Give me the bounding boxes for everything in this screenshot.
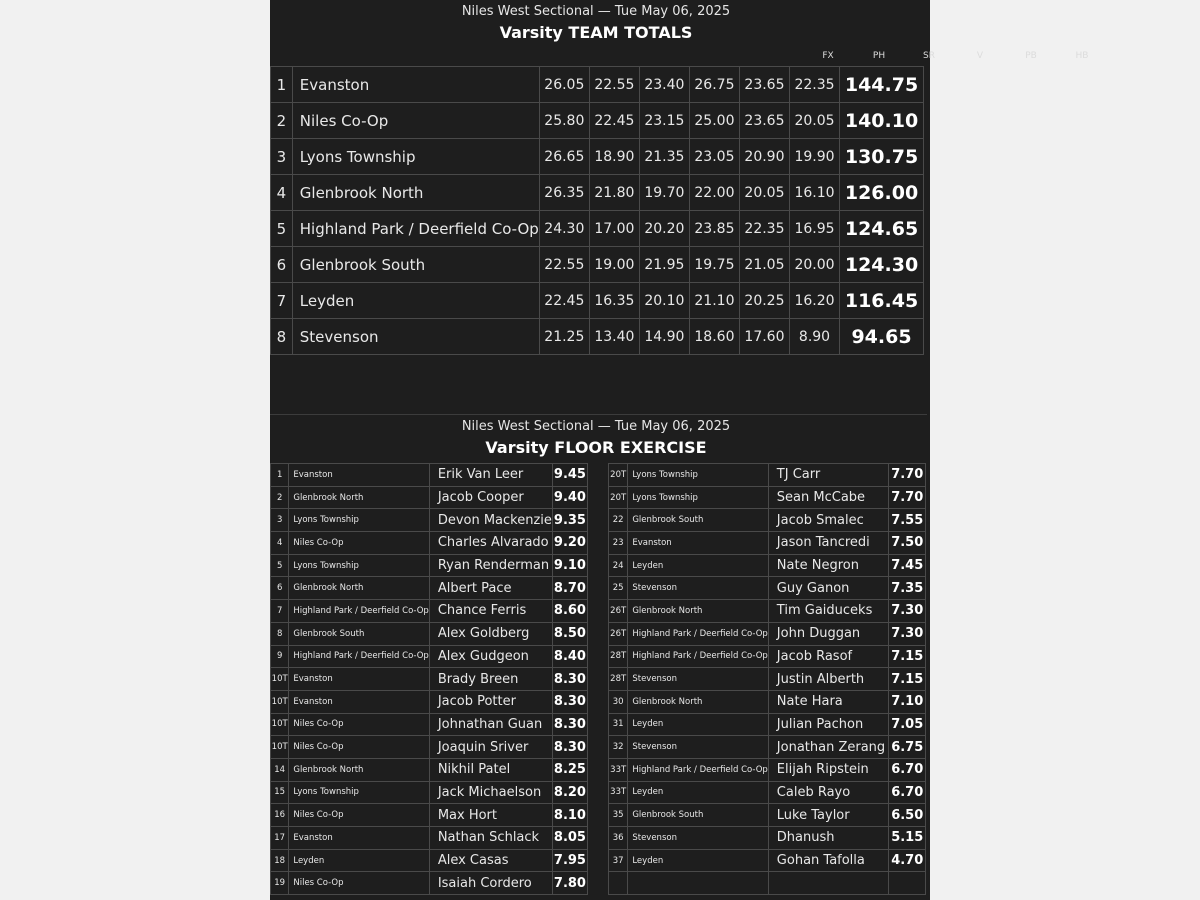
gymnast-row [271,486,588,509]
team-totals-table [270,66,924,355]
gymnast-score: 7.30 [889,622,926,645]
gymnast-score: 6.50 [889,804,926,827]
gymnast-name: Jacob Cooper [429,486,552,509]
gymnast-school: Lyons Township [289,781,429,804]
gymnast-rank: 25 [609,577,628,600]
gymnast-rank: 22 [609,509,628,532]
gymnast-score: 6.70 [889,781,926,804]
event-score: 21.80 [589,175,639,211]
event-score: 22.35 [739,211,789,247]
gymnast-school: Glenbrook South [628,804,768,827]
gymnast-row [609,645,926,668]
gymnast-name: Erik Van Leer [429,464,552,487]
gymnast-name: TJ Carr [768,464,889,487]
gymnast-score: 8.20 [552,781,587,804]
gymnast-score: 8.10 [552,804,587,827]
gymnast-rank: 23 [609,532,628,555]
gymnast-row [271,622,588,645]
gymnast-score: 8.60 [552,600,587,623]
gymnast-score: 8.50 [552,622,587,645]
gymnast-school: Highland Park / Deerfield Co-Op [628,645,768,668]
gymnast-name: Guy Ganon [768,577,889,600]
gymnast-row [609,622,926,645]
gymnast-rank: 19 [271,872,289,895]
gymnast-score: 7.95 [552,849,587,872]
gymnast-score: 5.15 [889,827,926,850]
gymnast-school: Stevenson [628,827,768,850]
event-score: 17.60 [739,319,789,355]
gymnast-name: Alex Goldberg [429,622,552,645]
team-name: Lyons Township [292,139,539,175]
event-score: 21.05 [739,247,789,283]
team-row [271,175,924,211]
gymnast-score: 7.50 [889,532,926,555]
gymnast-name: Jacob Smalec [768,509,889,532]
event-score: 23.65 [739,103,789,139]
gymnast-score: 7.55 [889,509,926,532]
gymnast-score: 7.80 [552,872,587,895]
event-score: 17.00 [589,211,639,247]
gymnast-name: Nate Hara [768,690,889,713]
gymnast-score: 8.40 [552,645,587,668]
team-name: Niles Co-Op [292,103,539,139]
gymnast-school: Lyons Township [628,486,768,509]
gymnast-row [271,532,588,555]
gymnast-rank: 32 [609,736,628,759]
gymnast-rank: 37 [609,849,628,872]
event-score: 19.75 [689,247,739,283]
event-header-hb: HB [1075,51,1089,61]
event-score: 18.60 [689,319,739,355]
event-score: 23.85 [689,211,739,247]
gymnast-score: 7.10 [889,690,926,713]
gymnast-row [609,758,926,781]
gymnast-school: Highland Park / Deerfield Co-Op [628,622,768,645]
gymnast-school: Niles Co-Op [289,736,429,759]
team-totals-subtitle: Niles West Sectional — Tue May 06, 2025 [461,4,731,19]
gymnast-score: 8.70 [552,577,587,600]
gymnast-name: Jason Tancredi [768,532,889,555]
gymnast-school: Glenbrook South [628,509,768,532]
event-score: 23.05 [689,139,739,175]
event-score: 22.00 [689,175,739,211]
gymnast-school: Niles Co-Op [289,532,429,555]
gymnast-rank: 10T [271,736,289,759]
gymnast-name: Chance Ferris [429,600,552,623]
event-score: 23.40 [639,67,689,103]
gymnast-school: Glenbrook North [289,758,429,781]
gymnast-rank: 10T [271,713,289,736]
gymnast-school: Highland Park / Deerfield Co-Op [289,645,429,668]
gymnast-name: Joaquin Sriver [429,736,552,759]
team-rank: 1 [271,67,293,103]
gymnast-rank: 5 [271,554,289,577]
gymnast-row [271,690,588,713]
event-score: 20.05 [739,175,789,211]
gymnast-row [271,668,588,691]
gymnast-rank: 35 [609,804,628,827]
gymnast-score: 9.10 [552,554,587,577]
gymnast-name: Nate Negron [768,554,889,577]
team-total: 116.45 [840,283,924,319]
gymnast-row [609,600,926,623]
gymnast-rank: 20T [609,486,628,509]
event-score: 16.10 [789,175,839,211]
gymnast-name: Alex Gudgeon [429,645,552,668]
gymnast-score: 7.05 [889,713,926,736]
gymnast-score: 7.15 [889,668,926,691]
gymnast-row [271,645,588,668]
gymnast-score: 8.25 [552,758,587,781]
gymnast-row [609,690,926,713]
event-score: 20.90 [739,139,789,175]
event-score: 26.35 [539,175,589,211]
team-row [271,103,924,139]
gymnast-name: Albert Pace [429,577,552,600]
event-header-sr: SR [923,51,935,61]
gymnast-school: Glenbrook North [628,600,768,623]
gymnast-score: 4.70 [889,849,926,872]
gymnast-rank [609,872,628,895]
gymnast-score: 6.75 [889,736,926,759]
gymnast-rank: 2 [271,486,289,509]
team-total: 94.65 [840,319,924,355]
gymnast-rank: 26T [609,622,628,645]
gymnast-score: 9.45 [552,464,587,487]
results-panel [270,0,1089,900]
gymnast-school: Evanston [628,532,768,555]
event-score: 8.90 [789,319,839,355]
event-score: 19.70 [639,175,689,211]
gymnast-name: Nikhil Patel [429,758,552,781]
gymnast-school: Glenbrook North [628,690,768,713]
team-rank: 8 [271,319,293,355]
team-rank: 6 [271,247,293,283]
gymnast-rank: 4 [271,532,289,555]
team-row [271,211,924,247]
event-header-pb: PB [1025,51,1037,61]
event-score: 22.55 [589,67,639,103]
gymnast-school: Evanston [289,690,429,713]
team-rank: 2 [271,103,293,139]
floor-title: Varsity FLOOR EXERCISE [485,438,707,457]
gymnast-score: 7.70 [889,464,926,487]
floor-results-right [608,463,926,895]
gymnast-school: Niles Co-Op [289,804,429,827]
gymnast-rank: 18 [271,849,289,872]
gymnast-rank: 1 [271,464,289,487]
gymnast-score: 7.30 [889,600,926,623]
team-row [271,319,924,355]
gymnast-row [609,554,926,577]
gymnast-name: Johnathan Guan [429,713,552,736]
gymnast-name: Sean McCabe [768,486,889,509]
gymnast-score: 9.40 [552,486,587,509]
gymnast-school: Stevenson [628,736,768,759]
event-header-ph: PH [872,51,886,61]
team-total: 124.30 [840,247,924,283]
gymnast-school: Leyden [628,713,768,736]
gymnast-score: 8.30 [552,713,587,736]
gymnast-rank: 36 [609,827,628,850]
team-rank: 5 [271,211,293,247]
gymnast-row [271,554,588,577]
gymnast-score: 8.30 [552,690,587,713]
gymnast-school: Lyons Township [289,554,429,577]
gymnast-school: Stevenson [628,668,768,691]
team-total: 140.10 [840,103,924,139]
gymnast-name: Devon Mackenzie [429,509,552,532]
gymnast-name: Justin Alberth [768,668,889,691]
gymnast-score: 7.45 [889,554,926,577]
team-name: Leyden [292,283,539,319]
team-total: 130.75 [840,139,924,175]
gymnast-rank: 7 [271,600,289,623]
gymnast-name: Jonathan Zerang [768,736,889,759]
event-score: 20.05 [789,103,839,139]
gymnast-row [609,486,926,509]
gymnast-school: Niles Co-Op [289,713,429,736]
team-rank: 4 [271,175,293,211]
event-score: 18.90 [589,139,639,175]
gymnast-row [271,577,588,600]
event-score: 21.95 [639,247,689,283]
gymnast-rank: 16 [271,804,289,827]
event-score: 16.35 [589,283,639,319]
event-header-fx: FX [822,51,834,61]
gymnast-row [271,758,588,781]
event-score: 20.10 [639,283,689,319]
gymnast-row [271,713,588,736]
event-score: 22.55 [539,247,589,283]
gymnast-score: 7.70 [889,486,926,509]
gymnast-school: Glenbrook South [289,622,429,645]
event-score: 21.35 [639,139,689,175]
gymnast-school: Glenbrook North [289,486,429,509]
gymnast-name: Julian Pachon [768,713,889,736]
team-row [271,283,924,319]
event-score: 20.20 [639,211,689,247]
team-name: Glenbrook South [292,247,539,283]
team-name: Stevenson [292,319,539,355]
gymnast-school: Stevenson [628,577,768,600]
gymnast-row [609,872,926,895]
gymnast-school: Leyden [289,849,429,872]
gymnast-name [768,872,889,895]
gymnast-score: 9.20 [552,532,587,555]
gymnast-row [271,600,588,623]
gymnast-score: 8.30 [552,668,587,691]
event-score: 25.80 [539,103,589,139]
gymnast-school: Niles Co-Op [289,872,429,895]
gymnast-name: Jack Michaelson [429,781,552,804]
gymnast-rank: 9 [271,645,289,668]
gymnast-name: Jacob Rasof [768,645,889,668]
event-score: 22.45 [539,283,589,319]
team-totals-title: Varsity TEAM TOTALS [499,23,693,42]
team-row [271,67,924,103]
event-score: 26.65 [539,139,589,175]
gymnast-name: Tim Gaiduceks [768,600,889,623]
gymnast-name: Caleb Rayo [768,781,889,804]
gymnast-rank: 15 [271,781,289,804]
gymnast-score: 6.70 [889,758,926,781]
event-header-v: V [976,51,984,61]
gymnast-rank: 24 [609,554,628,577]
team-row [271,247,924,283]
gymnast-row [609,736,926,759]
event-score: 22.45 [589,103,639,139]
team-total: 124.65 [840,211,924,247]
event-score: 16.95 [789,211,839,247]
event-score: 22.35 [789,67,839,103]
gymnast-rank: 28T [609,645,628,668]
gymnast-name: Elijah Ripstein [768,758,889,781]
gymnast-name: John Duggan [768,622,889,645]
gymnast-row [609,532,926,555]
gymnast-row [609,781,926,804]
gymnast-rank: 17 [271,827,289,850]
gymnast-score: 7.15 [889,645,926,668]
event-score: 25.00 [689,103,739,139]
gymnast-row [271,849,588,872]
gymnast-school: Leyden [628,554,768,577]
gymnast-school: Leyden [628,849,768,872]
gymnast-row [609,849,926,872]
gymnast-row [609,713,926,736]
team-name: Glenbrook North [292,175,539,211]
team-name: Highland Park / Deerfield Co-Op [292,211,539,247]
gymnast-row [609,668,926,691]
event-score: 23.15 [639,103,689,139]
gymnast-rank: 31 [609,713,628,736]
event-score: 13.40 [589,319,639,355]
gymnast-name: Max Hort [429,804,552,827]
gymnast-school: Evanston [289,827,429,850]
gymnast-name: Jacob Potter [429,690,552,713]
floor-subtitle: Niles West Sectional — Tue May 06, 2025 [461,419,731,434]
team-total: 144.75 [840,67,924,103]
event-score: 14.90 [639,319,689,355]
gymnast-name: Alex Casas [429,849,552,872]
gymnast-school: Evanston [289,464,429,487]
gymnast-row [609,509,926,532]
gymnast-name: Gohan Tafolla [768,849,889,872]
gymnast-row [271,464,588,487]
gymnast-row [609,464,926,487]
gymnast-rank: 14 [271,758,289,781]
gymnast-row [609,577,926,600]
gymnast-rank: 20T [609,464,628,487]
gymnast-rank: 3 [271,509,289,532]
event-score: 21.25 [539,319,589,355]
gymnast-row [609,827,926,850]
gymnast-row [271,804,588,827]
gymnast-row [271,509,588,532]
gymnast-school: Highland Park / Deerfield Co-Op [628,758,768,781]
gymnast-score: 9.35 [552,509,587,532]
gymnast-rank: 26T [609,600,628,623]
gymnast-name: Luke Taylor [768,804,889,827]
gymnast-school: Lyons Township [628,464,768,487]
event-score: 19.90 [789,139,839,175]
gymnast-name: Brady Breen [429,668,552,691]
event-score: 23.65 [739,67,789,103]
team-rank: 7 [271,283,293,319]
gymnast-school: Lyons Township [289,509,429,532]
floor-results-left [270,463,588,895]
event-score: 26.05 [539,67,589,103]
team-total: 126.00 [840,175,924,211]
gymnast-rank: 30 [609,690,628,713]
gymnast-row [609,804,926,827]
section-divider [270,414,927,415]
event-score: 20.00 [789,247,839,283]
gymnast-school: Highland Park / Deerfield Co-Op [289,600,429,623]
gymnast-rank: 10T [271,690,289,713]
gymnast-name: Nathan Schlack [429,827,552,850]
gymnast-school: Leyden [628,781,768,804]
team-row [271,139,924,175]
gymnast-name: Dhanush [768,827,889,850]
gymnast-row [271,736,588,759]
gymnast-rank: 10T [271,668,289,691]
team-name: Evanston [292,67,539,103]
event-score: 16.20 [789,283,839,319]
gymnast-rank: 28T [609,668,628,691]
event-score: 21.10 [689,283,739,319]
gymnast-rank: 33T [609,781,628,804]
gymnast-name: Isaiah Cordero [429,872,552,895]
gymnast-rank: 6 [271,577,289,600]
gymnast-score: 8.30 [552,736,587,759]
gymnast-row [271,827,588,850]
gymnast-score: 8.05 [552,827,587,850]
event-score: 26.75 [689,67,739,103]
gymnast-row [271,781,588,804]
event-score: 24.30 [539,211,589,247]
gymnast-school [628,872,768,895]
team-rank: 3 [271,139,293,175]
gymnast-rank: 8 [271,622,289,645]
gymnast-school: Evanston [289,668,429,691]
gymnast-score: 7.35 [889,577,926,600]
gymnast-name: Charles Alvarado [429,532,552,555]
gymnast-score [889,872,926,895]
event-score: 20.25 [739,283,789,319]
gymnast-school: Glenbrook North [289,577,429,600]
event-score: 19.00 [589,247,639,283]
gymnast-name: Ryan Renderman [429,554,552,577]
gymnast-row [271,872,588,895]
gymnast-rank: 33T [609,758,628,781]
